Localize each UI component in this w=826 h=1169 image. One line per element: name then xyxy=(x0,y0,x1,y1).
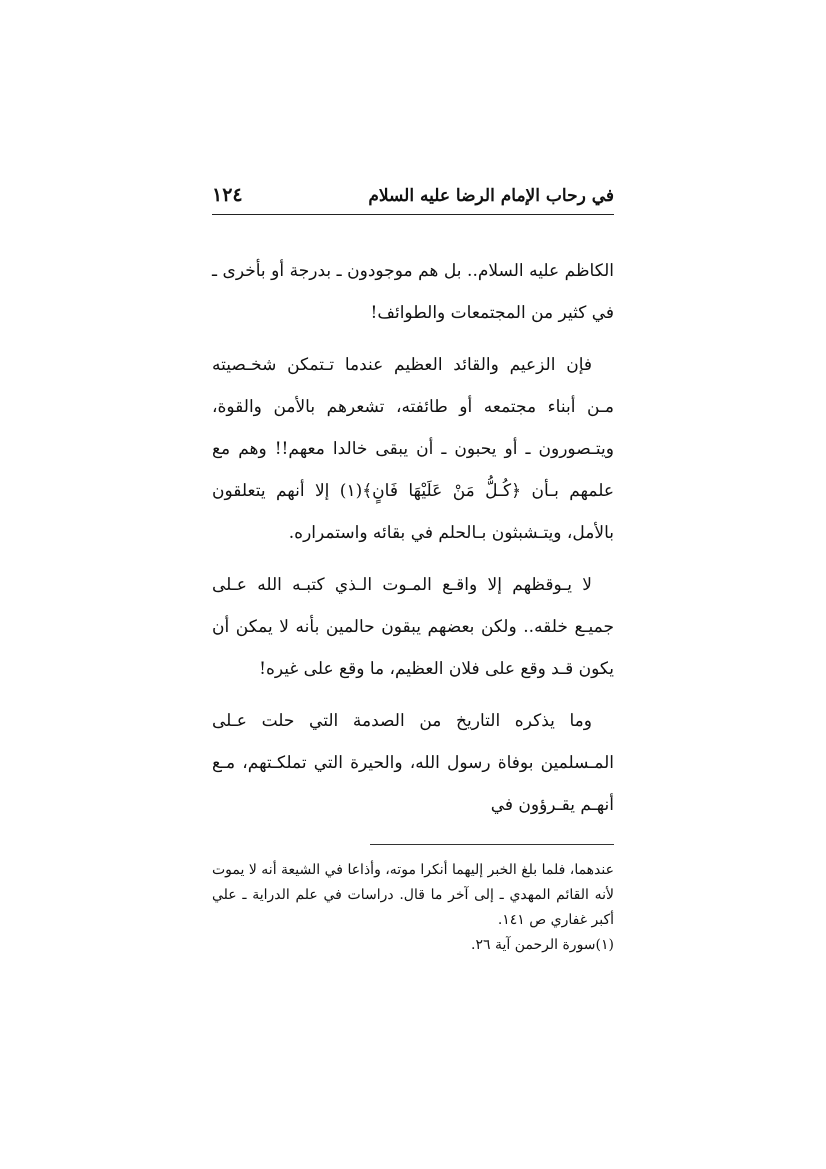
footnote-separator xyxy=(370,844,614,845)
paragraph: فإن الزعيم والقائد العظيم عندما تـتمكن شخـصيته مـن أبناء مجتمعه أو طائفته، تشعرهم بالأمن والقوة، ويتـصورون ـ أو يحبون ـ أن يبقى خالدا معهم!! وهم مع علمهم بـأن ﴿كُـلُّ مَنْ عَلَيْهَا فَانٍ﴾(١) إلا أنهم يتعلقون بالأمل، ويتـشبثون بـالحلم في بقائه واستمراره. xyxy=(212,355,614,543)
footnotes xyxy=(212,858,614,958)
page-header xyxy=(212,180,614,220)
page-number: ١٢٤ xyxy=(212,184,243,206)
paragraph: الكاظم عليه السلام.. بل هم موجودون ـ بدرجة أو بأخرى ـ في كثير من المجتمعات والطوائف! xyxy=(212,261,614,323)
header-rule xyxy=(212,214,614,215)
footnote: (١)سورة الرحمن آية ٢٦. xyxy=(471,937,614,953)
body-text xyxy=(212,250,614,836)
running-title: في رحاب الإمام الرضا عليه السلام xyxy=(368,186,614,206)
paragraph: وما يذكره التاريخ من الصدمة التي حلت عـلى المـسلمين بوفاة رسول الله، والحيرة التي تملكـتهم، مـع أنهـم يقـرؤون في xyxy=(212,711,614,815)
paragraph: لا يـوقظهم إلا واقـع المـوت الـذي كتبـه الله عـلى جميـع خلقه.. ولكن بعضهم يبقون حالمين بأنه لا يمكن أن يكون قـد وقع على فلان العظيم، ما وقع على غيره! xyxy=(212,575,614,679)
footnote: عندهما، فلما بلغ الخبر إليهما أنكرا موته، وأذاعا في الشيعة أنه لا يموت لأنه القائم المهدي ـ إلى آخر ما قال. دراسات في علم الدراية ـ علي أكبر غفاري ص ١٤١. xyxy=(212,862,614,928)
